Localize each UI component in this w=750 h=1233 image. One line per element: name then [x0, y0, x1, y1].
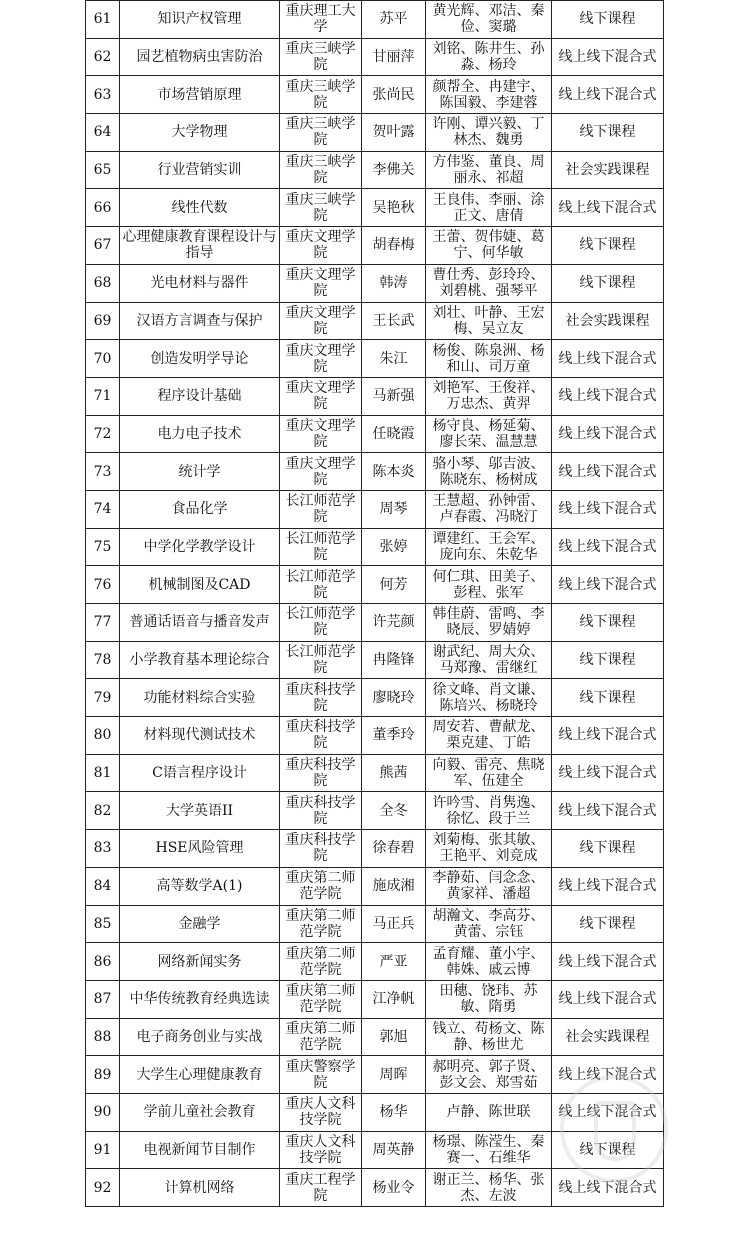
row-number-cell: 64	[86, 114, 120, 152]
course-leader-cell: 苏平	[362, 1, 426, 39]
course-leader-cell: 廖晓玲	[362, 679, 426, 717]
row-number-cell: 72	[86, 415, 120, 453]
school-name-cell: 重庆科技学院	[280, 679, 362, 717]
course-type-cell: 线上线下混合式	[552, 415, 664, 453]
course-type-cell: 线上线下混合式	[552, 377, 664, 415]
course-name-cell: 功能材料综合实验	[120, 679, 280, 717]
row-number-cell: 63	[86, 76, 120, 114]
course-type-cell: 社会实践课程	[552, 302, 664, 340]
course-name-cell: 食品化学	[120, 490, 280, 528]
row-number-cell: 88	[86, 1018, 120, 1056]
table-row	[86, 679, 664, 717]
course-type-cell: 线上线下混合式	[552, 340, 664, 378]
team-members-cell: 谭建红、王会军、庞向东、朱乾华	[426, 528, 552, 566]
team-members-cell: 田穗、饶玮、苏敏、隋勇	[426, 980, 552, 1018]
course-leader-cell: 杨业令	[362, 1169, 426, 1207]
school-name-cell: 重庆人文科技学院	[280, 1131, 362, 1169]
course-type-cell: 线下课程	[552, 905, 664, 943]
team-members-cell: 王慧超、孙钟雷、卢春霞、冯晓汀	[426, 490, 552, 528]
course-type-cell: 线上线下混合式	[552, 717, 664, 755]
course-name-cell: 普通话语音与播音发声	[120, 604, 280, 642]
row-number-cell: 79	[86, 679, 120, 717]
school-name-cell: 重庆第二师范学院	[280, 980, 362, 1018]
table-row	[86, 377, 664, 415]
course-name-cell: 大学英语II	[120, 792, 280, 830]
school-name-cell: 重庆第二师范学院	[280, 905, 362, 943]
course-type-cell: 线上线下混合式	[552, 528, 664, 566]
team-members-cell: 骆小琴、邬吉波、陈晓东、杨树成	[426, 453, 552, 491]
course-leader-cell: 张尚民	[362, 76, 426, 114]
course-name-cell: 统计学	[120, 453, 280, 491]
table-row	[86, 528, 664, 566]
course-type-cell: 线上线下混合式	[552, 980, 664, 1018]
team-members-cell: 刘菊梅、张其敏、王艳平、刘竞成	[426, 830, 552, 868]
course-leader-cell: 江净帆	[362, 980, 426, 1018]
course-type-cell: 线上线下混合式	[552, 1056, 664, 1094]
course-leader-cell: 许芫颜	[362, 604, 426, 642]
team-members-cell: 许刚、谭兴毅、丁林杰、魏勇	[426, 114, 552, 152]
table-row	[86, 38, 664, 76]
course-type-cell: 线下课程	[552, 641, 664, 679]
team-members-cell: 刘艳军、王俊祥、万忠杰、黄羿	[426, 377, 552, 415]
team-members-cell: 杨璟、陈滢生、秦赛一、石维华	[426, 1131, 552, 1169]
course-name-cell: 学前儿童社会教育	[120, 1093, 280, 1131]
course-leader-cell: 吴艳秋	[362, 189, 426, 227]
row-number-cell: 73	[86, 453, 120, 491]
team-members-cell: 钱立、苟杨文、陈静、杨世尤	[426, 1018, 552, 1056]
school-name-cell: 重庆第二师范学院	[280, 867, 362, 905]
school-name-cell: 重庆文理学院	[280, 453, 362, 491]
course-list-table	[85, 0, 664, 1207]
course-name-cell: 大学生心理健康教育	[120, 1056, 280, 1094]
course-type-cell: 线上线下混合式	[552, 754, 664, 792]
row-number-cell: 67	[86, 227, 120, 265]
school-name-cell: 重庆科技学院	[280, 754, 362, 792]
course-leader-cell: 马新强	[362, 377, 426, 415]
row-number-cell: 62	[86, 38, 120, 76]
team-members-cell: 何仁琪、田美子、彭程、张军	[426, 566, 552, 604]
row-number-cell: 86	[86, 943, 120, 981]
team-members-cell: 王蕾、贺伟婕、葛宁、何华敏	[426, 227, 552, 265]
course-type-cell: 社会实践课程	[552, 151, 664, 189]
course-list-body	[86, 1, 664, 1207]
school-name-cell: 重庆科技学院	[280, 717, 362, 755]
table-row	[86, 340, 664, 378]
course-name-cell: 大学物理	[120, 114, 280, 152]
course-leader-cell: 李佛关	[362, 151, 426, 189]
course-type-cell: 线上线下混合式	[552, 867, 664, 905]
school-name-cell: 重庆三峡学院	[280, 151, 362, 189]
course-type-cell: 线上线下混合式	[552, 943, 664, 981]
school-name-cell: 重庆工程学院	[280, 1169, 362, 1207]
table-row	[86, 189, 664, 227]
course-leader-cell: 马正兵	[362, 905, 426, 943]
course-name-cell: 材料现代测试技术	[120, 717, 280, 755]
course-leader-cell: 周晖	[362, 1056, 426, 1094]
team-members-cell: 曹仕秀、彭玲玲、刘碧桃、强琴平	[426, 264, 552, 302]
team-members-cell: 杨俊、陈泉洲、杨和山、司万童	[426, 340, 552, 378]
team-members-cell: 刘铭、陈井生、孙淼、杨玲	[426, 38, 552, 76]
course-name-cell: 汉语方言调查与保护	[120, 302, 280, 340]
course-type-cell: 线下课程	[552, 604, 664, 642]
row-number-cell: 87	[86, 980, 120, 1018]
table-row	[86, 1056, 664, 1094]
row-number-cell: 69	[86, 302, 120, 340]
course-name-cell: 光电材料与器件	[120, 264, 280, 302]
team-members-cell: 王良伟、李丽、涂正文、唐倩	[426, 189, 552, 227]
table-row	[86, 151, 664, 189]
team-members-cell: 方伟鉴、董良、周丽永、祁超	[426, 151, 552, 189]
school-name-cell: 重庆文理学院	[280, 377, 362, 415]
row-number-cell: 61	[86, 1, 120, 39]
school-name-cell: 长江师范学院	[280, 528, 362, 566]
table-row	[86, 227, 664, 265]
course-name-cell: 程序设计基础	[120, 377, 280, 415]
row-number-cell: 70	[86, 340, 120, 378]
course-leader-cell: 何芳	[362, 566, 426, 604]
school-name-cell: 重庆科技学院	[280, 792, 362, 830]
table-row	[86, 717, 664, 755]
course-type-cell: 线下课程	[552, 830, 664, 868]
table-row	[86, 264, 664, 302]
table-row	[86, 943, 664, 981]
team-members-cell: 黄光辉、邓洁、秦俭、窦璐	[426, 1, 552, 39]
school-name-cell: 重庆第二师范学院	[280, 943, 362, 981]
course-leader-cell: 张婷	[362, 528, 426, 566]
course-name-cell: 线性代数	[120, 189, 280, 227]
course-leader-cell: 施成湘	[362, 867, 426, 905]
team-members-cell: 李静茹、闫念念、黄家祥、潘超	[426, 867, 552, 905]
course-leader-cell: 熊茜	[362, 754, 426, 792]
row-number-cell: 76	[86, 566, 120, 604]
row-number-cell: 82	[86, 792, 120, 830]
row-number-cell: 90	[86, 1093, 120, 1131]
course-name-cell: 知识产权管理	[120, 1, 280, 39]
team-members-cell: 向毅、雷亮、焦晓军、伍建全	[426, 754, 552, 792]
team-members-cell: 谢武纪、周大众、马郑豫、雷继红	[426, 641, 552, 679]
team-members-cell: 卢静、陈世联	[426, 1093, 552, 1131]
course-type-cell: 线下课程	[552, 1, 664, 39]
course-name-cell: 园艺植物病虫害防治	[120, 38, 280, 76]
table-row	[86, 1093, 664, 1131]
row-number-cell: 80	[86, 717, 120, 755]
table-row	[86, 980, 664, 1018]
table-row	[86, 1131, 664, 1169]
school-name-cell: 重庆三峡学院	[280, 114, 362, 152]
course-type-cell: 线上线下混合式	[552, 189, 664, 227]
row-number-cell: 74	[86, 490, 120, 528]
table-row	[86, 1169, 664, 1207]
school-name-cell: 重庆三峡学院	[280, 76, 362, 114]
row-number-cell: 65	[86, 151, 120, 189]
school-name-cell: 长江师范学院	[280, 566, 362, 604]
team-members-cell: 杨守良、杨延菊、廖长荣、温慧慧	[426, 415, 552, 453]
school-name-cell: 重庆警察学院	[280, 1056, 362, 1094]
team-members-cell: 郝明亮、郭子贤、彭文会、郑雪茹	[426, 1056, 552, 1094]
table-row	[86, 415, 664, 453]
school-name-cell: 重庆三峡学院	[280, 38, 362, 76]
course-leader-cell: 胡春梅	[362, 227, 426, 265]
table-row	[86, 830, 664, 868]
course-name-cell: HSE风险管理	[120, 830, 280, 868]
course-leader-cell: 甘丽萍	[362, 38, 426, 76]
course-leader-cell: 郭旭	[362, 1018, 426, 1056]
course-name-cell: 创造发明学导论	[120, 340, 280, 378]
table-row	[86, 566, 664, 604]
course-name-cell: 高等数学A(1)	[120, 867, 280, 905]
course-name-cell: C语言程序设计	[120, 754, 280, 792]
course-name-cell: 中学化学教学设计	[120, 528, 280, 566]
table-row	[86, 754, 664, 792]
course-name-cell: 金融学	[120, 905, 280, 943]
team-members-cell: 刘壮、叶静、王宏梅、吴立友	[426, 302, 552, 340]
team-members-cell: 胡瀚文、李高芬、黄蕾、宗钰	[426, 905, 552, 943]
course-type-cell: 线上线下混合式	[552, 566, 664, 604]
table-row	[86, 604, 664, 642]
school-name-cell: 重庆文理学院	[280, 227, 362, 265]
table-row	[86, 905, 664, 943]
course-leader-cell: 周英静	[362, 1131, 426, 1169]
table-row	[86, 641, 664, 679]
row-number-cell: 77	[86, 604, 120, 642]
course-leader-cell: 徐春碧	[362, 830, 426, 868]
table-row	[86, 114, 664, 152]
course-leader-cell: 任晓霞	[362, 415, 426, 453]
course-leader-cell: 陈本炎	[362, 453, 426, 491]
school-name-cell: 重庆文理学院	[280, 302, 362, 340]
row-number-cell: 85	[86, 905, 120, 943]
table-row	[86, 76, 664, 114]
course-name-cell: 行业营销实训	[120, 151, 280, 189]
course-type-cell: 线上线下混合式	[552, 1169, 664, 1207]
team-members-cell: 孟育耀、董小宇、韩姝、戚云博	[426, 943, 552, 981]
school-name-cell: 重庆文理学院	[280, 340, 362, 378]
course-leader-cell: 董季玲	[362, 717, 426, 755]
course-name-cell: 网络新闻实务	[120, 943, 280, 981]
row-number-cell: 91	[86, 1131, 120, 1169]
school-name-cell: 重庆科技学院	[280, 830, 362, 868]
course-leader-cell: 朱江	[362, 340, 426, 378]
table-row	[86, 792, 664, 830]
table-row	[86, 867, 664, 905]
row-number-cell: 78	[86, 641, 120, 679]
row-number-cell: 68	[86, 264, 120, 302]
course-type-cell: 线下课程	[552, 114, 664, 152]
course-type-cell: 线上线下混合式	[552, 453, 664, 491]
team-members-cell: 许吟雪、肖隽逸、徐忆、段于兰	[426, 792, 552, 830]
course-type-cell: 线上线下混合式	[552, 76, 664, 114]
course-leader-cell: 全冬	[362, 792, 426, 830]
course-type-cell: 线上线下混合式	[552, 792, 664, 830]
course-type-cell: 线下课程	[552, 264, 664, 302]
course-type-cell: 线下课程	[552, 227, 664, 265]
team-members-cell: 周安若、曹献龙、栗克建、丁皓	[426, 717, 552, 755]
row-number-cell: 83	[86, 830, 120, 868]
row-number-cell: 75	[86, 528, 120, 566]
course-name-cell: 电子商务创业与实战	[120, 1018, 280, 1056]
team-members-cell: 韩佳蔚、雷鸣、李晓辰、罗婧婷	[426, 604, 552, 642]
course-leader-cell: 杨华	[362, 1093, 426, 1131]
row-number-cell: 66	[86, 189, 120, 227]
school-name-cell: 重庆第二师范学院	[280, 1018, 362, 1056]
course-name-cell: 机械制图及CAD	[120, 566, 280, 604]
team-members-cell: 颜帮全、冉建宇、陈国毅、李建蓉	[426, 76, 552, 114]
course-leader-cell: 冉隆锋	[362, 641, 426, 679]
table-row	[86, 302, 664, 340]
row-number-cell: 71	[86, 377, 120, 415]
course-leader-cell: 韩涛	[362, 264, 426, 302]
school-name-cell: 长江师范学院	[280, 604, 362, 642]
course-leader-cell: 严亚	[362, 943, 426, 981]
course-type-cell: 线上线下混合式	[552, 38, 664, 76]
school-name-cell: 长江师范学院	[280, 641, 362, 679]
row-number-cell: 92	[86, 1169, 120, 1207]
course-name-cell: 中华传统教育经典选读	[120, 980, 280, 1018]
course-type-cell: 线下课程	[552, 679, 664, 717]
course-name-cell: 电力电子技术	[120, 415, 280, 453]
school-name-cell: 重庆人文科技学院	[280, 1093, 362, 1131]
course-type-cell: 线上线下混合式	[552, 1093, 664, 1131]
course-name-cell: 小学教育基本理论综合	[120, 641, 280, 679]
row-number-cell: 89	[86, 1056, 120, 1094]
course-leader-cell: 贺叶露	[362, 114, 426, 152]
course-type-cell: 线下课程	[552, 1131, 664, 1169]
team-members-cell: 谢正兰、杨华、张杰、左波	[426, 1169, 552, 1207]
table-row	[86, 1018, 664, 1056]
school-name-cell: 重庆理工大学	[280, 1, 362, 39]
row-number-cell: 84	[86, 867, 120, 905]
table-row	[86, 1, 664, 39]
row-number-cell: 81	[86, 754, 120, 792]
course-name-cell: 计算机网络	[120, 1169, 280, 1207]
team-members-cell: 徐文峰、肖文谦、陈培兴、杨晓玲	[426, 679, 552, 717]
table-row	[86, 453, 664, 491]
course-name-cell: 电视新闻节目制作	[120, 1131, 280, 1169]
course-leader-cell: 周琴	[362, 490, 426, 528]
school-name-cell: 长江师范学院	[280, 490, 362, 528]
course-name-cell: 市场营销原理	[120, 76, 280, 114]
school-name-cell: 重庆文理学院	[280, 415, 362, 453]
school-name-cell: 重庆三峡学院	[280, 189, 362, 227]
course-type-cell: 线上线下混合式	[552, 490, 664, 528]
school-name-cell: 重庆文理学院	[280, 264, 362, 302]
course-type-cell: 社会实践课程	[552, 1018, 664, 1056]
course-leader-cell: 王长武	[362, 302, 426, 340]
course-name-cell: 心理健康教育课程设计与指导	[120, 227, 280, 265]
table-row	[86, 490, 664, 528]
